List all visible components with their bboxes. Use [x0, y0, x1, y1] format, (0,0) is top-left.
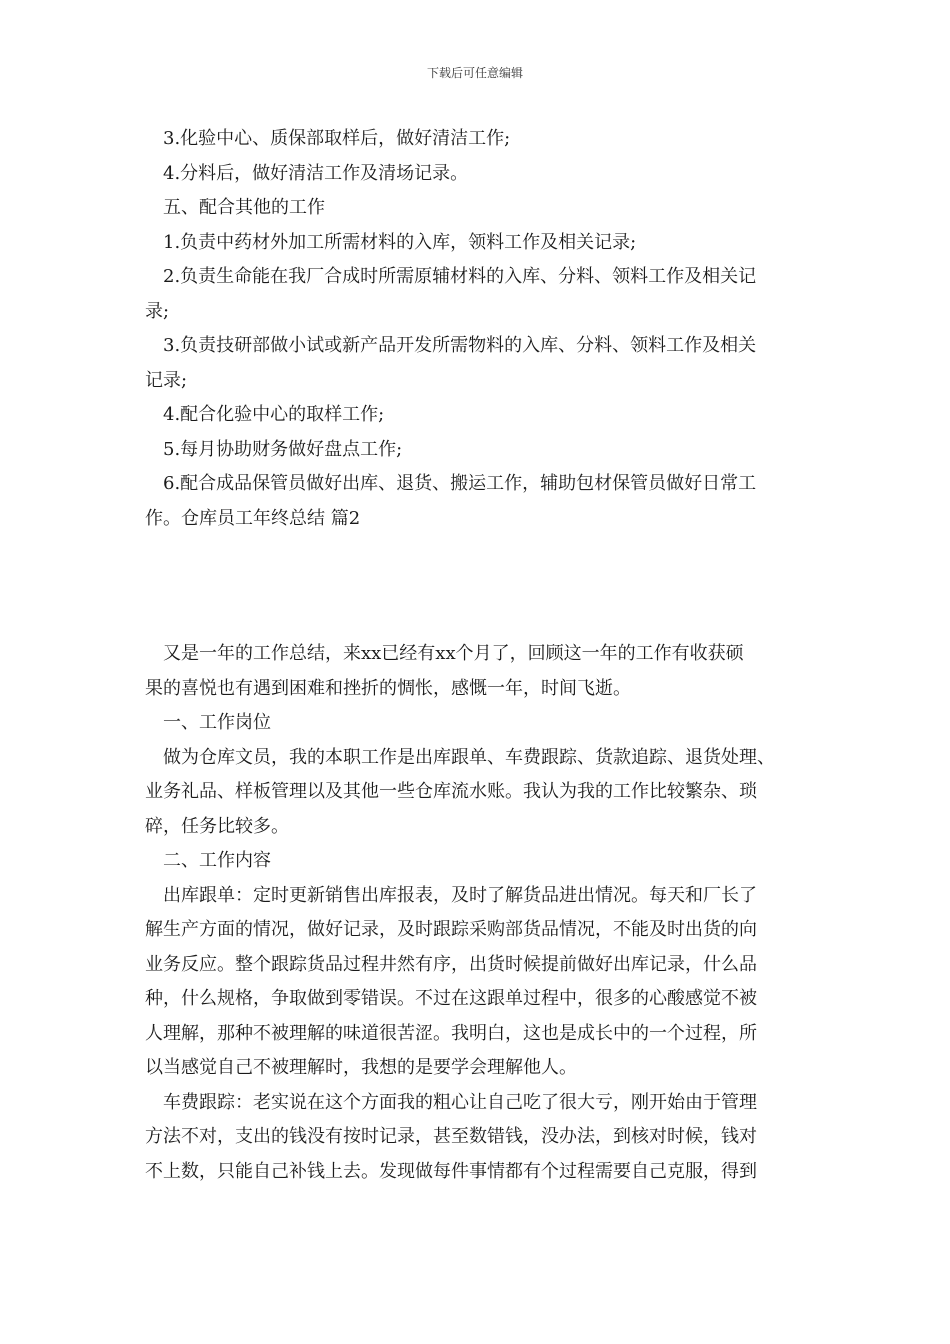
text-line: 解生产方面的情况，做好记录，及时跟踪采购部货品情况，不能及时出货的向 — [145, 919, 757, 940]
text-line: 业务反应。整个跟踪货品过程井然有序，出货时候提前做好出库记录，什么品 — [145, 953, 757, 975]
text-line: 业务礼品、样板管理以及其他一些仓库流水账。我认为我的工作比较繁杂、琐 — [145, 781, 757, 802]
text-line: 3.化验中心、质保部取样后，做好清洁工作; — [163, 128, 511, 149]
text-line: 4.配合化验中心的取样工作; — [163, 404, 385, 425]
text-line: 又是一年的工作总结，来xx已经有xx个月了，回顾这一年的工作有收获硕 — [163, 643, 744, 664]
text-line: 五、配合其他的工作 — [163, 197, 325, 218]
text-line: 碎，任务比较多。 — [145, 815, 289, 837]
text-line: 作。仓库员工年终总结 篇2 — [145, 507, 361, 529]
text-line: 6.配合成品保管员做好出库、退货、搬运工作，辅助包材保管员做好日常工 — [163, 473, 757, 494]
text-line: 4.分料后，做好清洁工作及清场记录。 — [163, 162, 469, 184]
text-line: 方法不对，支出的钱没有按时记录，甚至数错钱，没办法，到核对时候，钱对 — [145, 1126, 757, 1147]
text-line: 5.每月协助财务做好盘点工作; — [163, 438, 403, 460]
section-gap — [145, 552, 810, 621]
page-header-note: 下载后可任意编辑 — [426, 66, 523, 80]
text-line: 二、工作内容 — [163, 850, 271, 871]
text-line: 2.负责生命能在我厂合成时所需原辅材料的入库、分料、领料工作及相关记 — [163, 266, 757, 287]
text-line: 不上数，只能自己补钱上去。发现做每件事情都有个过程需要自己克服，得到 — [145, 1160, 757, 1182]
text-line: 录; — [145, 300, 170, 322]
text-line: 1.负责中药材外加工所需材料的入库，领料工作及相关记录; — [163, 231, 637, 253]
text-line: 做为仓库文员，我的本职工作是出库跟单、车费跟踪、货款追踪、退货处理、 — [163, 746, 775, 768]
text-line: 出库跟单：定时更新销售出库报表，及时了解货品进出情况。每天和厂长了 — [163, 884, 757, 906]
text-line: 果的喜悦也有遇到困难和挫折的惆怅，感慨一年，时间飞逝。 — [145, 677, 631, 699]
text-line: 记录; — [145, 369, 188, 391]
text-line: 车费跟踪：老实说在这个方面我的粗心让自己吃了很大亏，刚开始由于管理 — [163, 1091, 757, 1113]
text-line: 3.负责技研部做小试或新产品开发所需物料的入库、分料、领料工作及相关 — [163, 335, 757, 356]
document-body — [145, 122, 810, 1189]
text-line: 以当感觉自己不被理解时，我想的是要学会理解他人。 — [145, 1057, 577, 1078]
text-line: 人理解，那种不被理解的味道很苦涩。我明白，这也是成长中的一个过程，所 — [145, 1022, 757, 1044]
text-line: 种，什么规格，争取做到零错误。不过在这跟单过程中，很多的心酸感觉不被 — [145, 988, 757, 1009]
text-line: 一、工作岗位 — [163, 712, 271, 733]
